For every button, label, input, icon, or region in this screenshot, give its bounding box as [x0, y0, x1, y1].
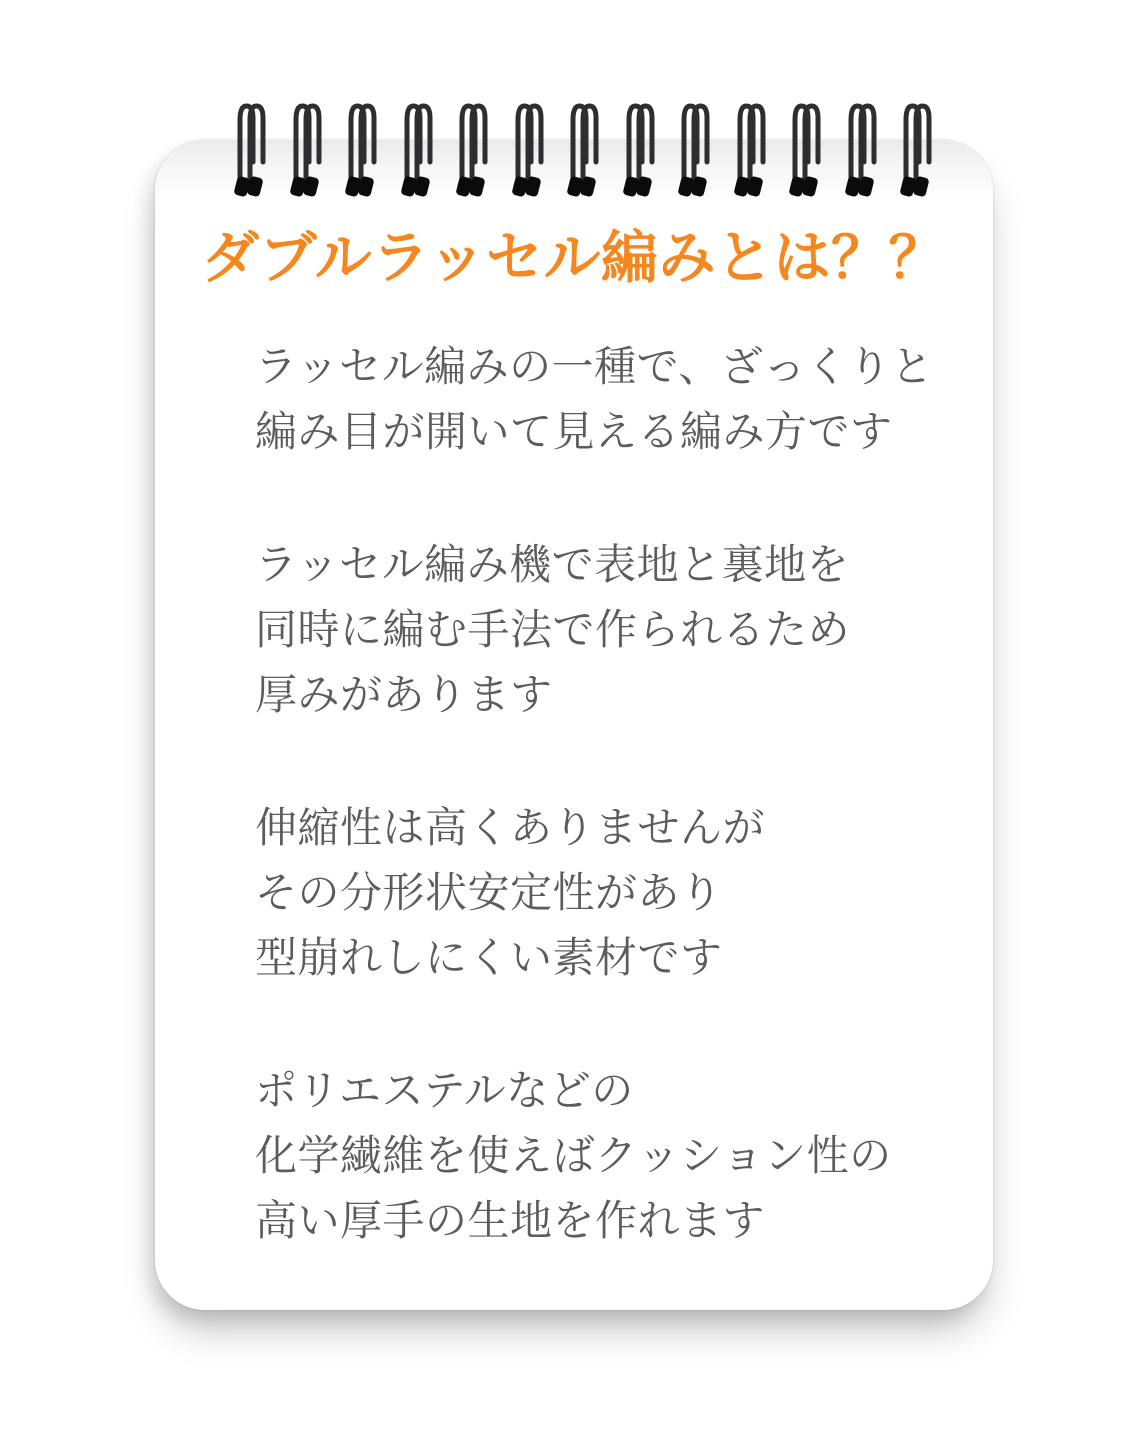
text-line: 高い厚手の生地を作れます — [255, 1197, 766, 1244]
notepad — [155, 140, 993, 1310]
text-line: 同時に編む手法で作られるため — [255, 606, 851, 653]
text-line: 化学繊維を使えばクッション性の — [255, 1132, 892, 1179]
paragraph — [255, 795, 943, 990]
text-line: 伸縮性は高くありませんが — [255, 804, 766, 851]
text-line: その分形状安定性があり — [255, 869, 723, 916]
binding-ring — [345, 100, 377, 198]
binding-ring — [290, 100, 322, 198]
text-line: 型崩れしにくい素材です — [255, 934, 723, 981]
note-title: ダブルラッセル編みとは？？ — [201, 226, 947, 290]
paragraph — [255, 1058, 943, 1253]
binding-ring — [789, 100, 821, 198]
text-line: ポリエステルなどの — [255, 1067, 634, 1114]
paragraph — [255, 532, 943, 727]
binding-ring — [567, 100, 599, 198]
binding-ring — [623, 100, 655, 198]
binding-ring — [456, 100, 488, 198]
paragraph — [255, 334, 943, 464]
text-line: ラッセル編み機で表地と裏地を — [255, 541, 850, 588]
text-line: ラッセル編みの一種で、ざっくりと — [255, 343, 934, 390]
note-body — [255, 334, 943, 1253]
spiral-binding — [155, 100, 993, 200]
binding-ring — [234, 100, 266, 198]
binding-ring — [900, 100, 932, 198]
binding-ring — [678, 100, 710, 198]
text-line: 厚みがあります — [255, 671, 553, 718]
binding-ring — [401, 100, 433, 198]
binding-ring — [845, 100, 877, 198]
binding-ring — [734, 100, 766, 198]
text-line: 編み目が開いて見える編み方です — [255, 408, 893, 455]
binding-ring — [512, 100, 544, 198]
